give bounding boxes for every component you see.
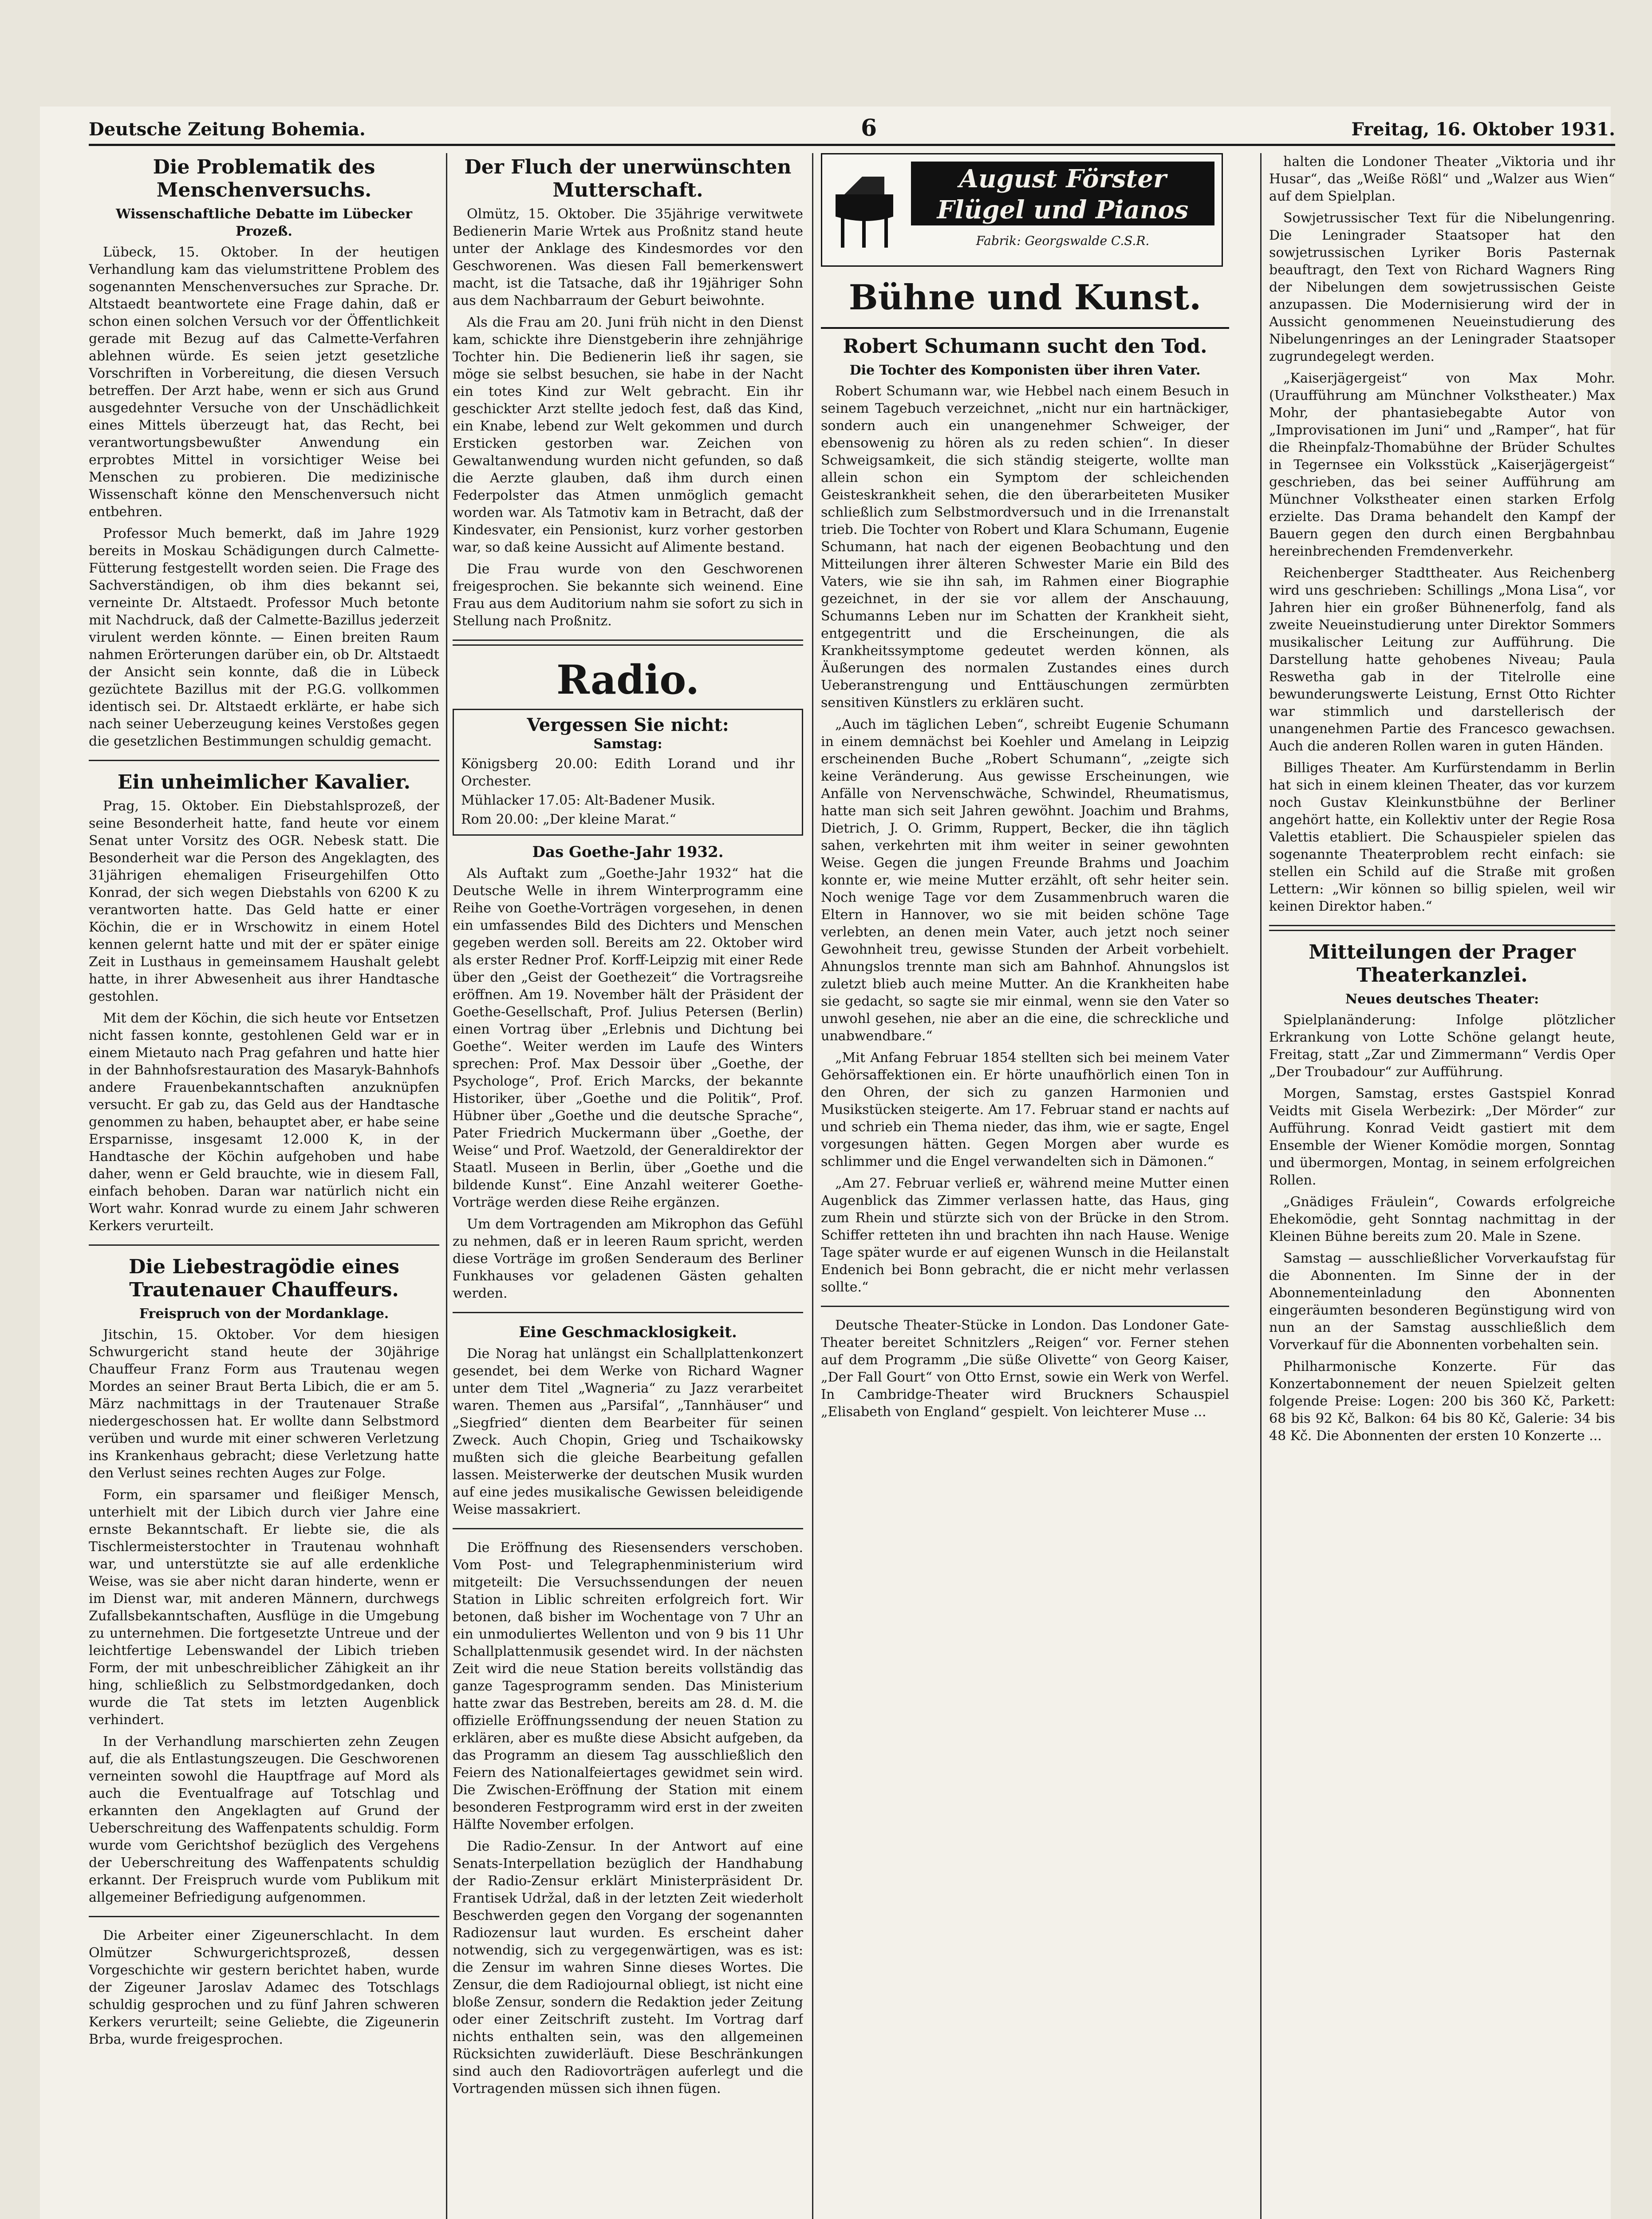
column-1: [89, 153, 439, 2219]
column-2: [453, 153, 803, 2219]
article-paragraph: „Am 27. Februar verließ er, während meine Mutter einen Augenblick das Zimmer verlassen hatte, das Haus, ging zum Rhein und stürzte sich von der Brücke in den Strom. Schiffer retteten ihn und brachten ihn nach Hause. Wenige Tage später wurde er auf eigenen Wunsch in die Heilanstalt Endenich bei Bonn gebracht, die er nicht mehr verlassen sollte.“: [821, 1176, 1229, 1295]
article-paragraph: halten die Londoner Theater „Viktoria und ihr Husar“, das „Weiße Rößl“ und „Walzer aus Wien“ auf dem Spielplan.: [1269, 154, 1615, 204]
article-title: Der Fluch der unerwünschten Mutterschaft.: [464, 156, 792, 201]
article-paragraph: Reichenberger Stadttheater. Aus Reichenberg wird uns geschrieben: Schillings „Mona Lisa“, vor Jahren hier ein großer Bühnenerfolg, fand als zweite Neueinstudierung unter Direktor Sommers musikalischer Leitung zur Aufführung. Die Darstellung hatte gehobenes Niveau; Paula Reswetha gab in der Titelrolle eine bewunderungswerte Leistung, Ernst Otto Richter war stimmlich und darstellerisch der unangenehmen Partie des Francesco gewachsen. Auch die anderen Rollen waren in guten Händen.: [1269, 565, 1615, 754]
article-title: Mitteilungen der Prager Theaterkanzlei.: [1309, 941, 1576, 987]
column-4: [1269, 153, 1615, 2219]
article-paragraph: Die Frau wurde von den Geschworenen freigesprochen. Sie bekannte sich weinend. Eine Frau aus dem Auditorium nahm sie sofort zu sich in Stellung nach Proßnitz.: [453, 561, 803, 629]
article-paragraph: Samstag — ausschließlicher Vorverkaufstag für die Abonnenten. Im Sinne der in der Abonnementeinladung den Abonnenten eingeräumten besonderen Begünstigung wird von nun an der Samstag ausschließlich dem Vorverkauf für die Abonnenten vorbehalten sein.: [1269, 1251, 1615, 1353]
article-paragraph: Die Arbeiter einer Zigeunerschlacht. In dem Olmützer Schwurgerichtsprozeß, dessen Vorgeschichte wir gestern berichtet haben, wurde der Zigeuner Jaroslav Adamec des Totschlags schuldig gesprochen und zu fünf Jahren schweren Kerkers verurteilt; seine Geliebte, die Zigeunerin Brba, wurde freigesprochen.: [89, 1928, 439, 2047]
article-paragraph: Deutsche Theater-Stücke in London. Das Londoner Gate-Theater bereitet Schnitzlers „Reigen“ vor. Ferner stehen auf dem Programm „Die süße Olivette“ von Georg Kaiser, „Der Fall Gourt“ von Otto Ernst, sowie ein Werk von Werfel. In Cambridge-Theater wird Bruckners Schauspiel „Elisabeth von England“ gespielt. Von leichterer Muse ...: [821, 1318, 1229, 1420]
article-paragraph: Olmütz, 15. Oktober. Die 35jährige verwitwete Bedienerin Marie Wrtek aus Proßnitz stand heute unter der Anklage des Kindesmordes vor den Geschworenen. Was diesen Fall bemerkenswert macht, ist die Tatsache, daß ihr 19jähriger Sohn aus dem Nachbarraum der Geburt beiwohnte.: [453, 206, 803, 308]
divider: [89, 1916, 439, 1917]
article-paragraph: Morgen, Samstag, erstes Gastspiel Konrad Veidts mit Gisela Werbezirk: „Der Mörder“ zur Aufführung. Konrad Veidt gastiert mit dem Ensemble der Wiener Komödie morgen, Sonntag und übermorgen, Montag, in seinem erfolgreichen Rollen.: [1269, 1086, 1615, 1188]
brand-tagline: Flügel und Pianos: [937, 195, 1189, 225]
article-paragraph: Professor Much bemerkt, daß im Jahre 1929 bereits in Moskau Schädigungen durch Calmette-Fütterung festgestellt worden seien. Die Frage des Sachverständigen, ob ihm dies bekannt sei, verneinte Dr. Altstaedt. Professor Much betonte mit Nachdruck, daß der Calmette-Bazillus jederzeit virulent werden könnte. — Einen breiten Raum nahmen Erörterungen darüber ein, ob Dr. Altstaedt der Ansicht sein konnte, daß die in Lübeck gezüchtete Bazillus mit der P.G.G. vollkommen identisch sei. Dr. Altstaedt erklärte, er habe sich nach seiner Ueberzeugung keines Verstoßes gegen die gesetzlichen Bestimmungen schuldig gemacht.: [89, 526, 439, 749]
page-header: [89, 115, 1615, 146]
article-paragraph: Prag, 15. Oktober. Ein Diebstahlsprozeß, der seine Besonderheit hatte, fand heute vor einem Senat unter Vorsitz des OGR. Nebesk statt. Die Besonderheit war die Person des Angeklagten, des 31jährigen ehemaligen Friseurgehilfen Otto Konrad, der sich wegen Diebstahls von 6200 K zu verantworten hatte. Das Geld hatte er einer Köchin, die er in Wrschowitz in einem Hotel kennen gelernt hatte und mit der er später einige Zeit in Lusthaus in gemeinsamem Haushalt gelebt hatte, in ihrer Abwesenheit aus ihrer Handtasche gestohlen.: [89, 798, 439, 1004]
header-rule: [89, 144, 1615, 146]
article-paragraph: Philharmonische Konzerte. Für das Konzertabonnement der neuen Spielzeit gelten folgende Preise: Logen: 200 bis 360 Kč, Parkett: 68 bis 92 Kč, Balkon: 64 bis 80 Kč, Galerie: 34 bis 48 Kč. Die Abonnenten der ersten 10 Konzerte ...: [1269, 1359, 1615, 1444]
article-paragraph: Sowjetrussischer Text für die Nibelungenring. Die Leningrader Staatsoper hat den sowjetrussischen Lyriker Boris Pasternak beauftragt, den Text von Richard Wagners Ring der Nibelungen dem sowjetrussischen Geiste anzupassen. Die Modernisierung wird der in Aussicht genommenen Neueinstudierung des Nibelungenringes an der Leningrader Staatsoper zugrundegelegt werden.: [1269, 210, 1615, 364]
article-paragraph: In der Verhandlung marschierten zehn Zeugen auf, die als Entlastungszeugen. Die Geschworenen verneinten sowohl die Hauptfrage auf Mord als auch die Eventualfrage auf Totschlag und erkannten den Angeklagten auf Grund der Ueberschreitung des Waffenpatents schuldig. Form wurde vom Gerichtshof bezüglich des Vergehens der Ueberschreitung des Waffenpatents schuldig erkannt. Der Freispruch wurde vom Publikum mit allgemeiner Befriedigung aufgenommen.: [89, 1734, 439, 1905]
article-title: Das Goethe-Jahr 1932.: [532, 843, 724, 861]
divider: [453, 1312, 803, 1313]
issue-date: Freitag, 16. Oktober 1931.: [1351, 119, 1615, 140]
article-paragraph: Die Norag hat unlängst ein Schallplattenkonzert gesendet, bei dem Werke von Richard Wagner unter dem Titel „Wagneria“ zu Jazz verarbeitet waren. Themen aus „Parsifal“, „Tannhäuser“ und „Siegfried“ dienten dem Bearbeiter für seinen Zweck. Auch Chopin, Grieg und Tschaikowsky mußten sich die gleiche Bearbeitung gefallen lassen. Meisterwerke der deutschen Musik wurden auf eine jedes musikalische Gewissen beleidigende Weise massakriert.: [453, 1346, 803, 1517]
article-paragraph: Robert Schumann war, wie Hebbel nach einem Besuch in seinem Tagebuch verzeichnet, „nicht nur ein hartnäckiger, sondern auch ein unangenehmer Schweiger, der ebensowenig zu hören als zu reden schien“. In dieser Schweigsamkeit, die sich ständig steigerte, wollte man allein schon ein Symptom der schleichenden Geisteskrankheit sehen, die den überarbeiteten Musiker schließlich zum Selbstmordversuch und in die Irrenanstalt trieb. Die Tochter von Robert und Klara Schumann, Eugenie Schumann, hat nach der eigenen Beobachtung und den Mitteilungen ihrer älteren Schwester Marie ein Bild des Vaters, wie sie ihn sah, im Rahmen einer Biographie gezeichnet, in der sie vor allem der Anschauung, Schumanns Leben nur im Schatten der Krankheit sieht, entgegentritt und die Erscheinungen, die als Krankheitssymptome gedeutet werden können, als Äußerungen des normalen Zustandes eines durch Ueberanstrengung und Enttäuschungen zermürbten sensitiven Künstlers zu erklären sucht.: [821, 383, 1229, 711]
column-rule: [812, 153, 813, 2219]
advertisement-brand: [911, 162, 1214, 225]
article-paragraph: Form, ein sparsamer und fleißiger Mensch, unterhielt mit der Libich durch vier Jahre eine ernste Bekanntschaft. Er liebte sie, die als Tischlermeisterstochter in Trautenau wohnhaft war, und unterstützte sie auf alle erdenkliche Weise, was sie aber nicht daran hinderte, wenn er im Dienst war, mit anderen Männern, durchwegs Zufallsbekanntschaften, Ausflüge in die Umgebung zu unternehmen. Die fortgesetzte Untreue und der leichtfertige Lebenswandel der Libich trieben Form, der mit unbeschreiblicher Zähigkeit an ihr hing, schließlich zu Selbstmordgedanken, doch wurde die Tat stets im letzten Augenblick verhindert.: [89, 1487, 439, 1728]
column-rule: [1260, 153, 1262, 2219]
radio-listing: Mühlacker 17.05: Alt-Badener Musik.: [461, 793, 716, 808]
article-paragraph: Spielplanänderung: Infolge plötzlicher Erkrankung von Lotte Schöne gelangt heute, Freitag, statt „Zar und Zimmermann“ Verdis Oper „Der Troubadour“ zur Aufführung.: [1269, 1012, 1615, 1080]
box-title: Vergessen Sie nicht:: [527, 715, 729, 735]
article-paragraph: Jitschin, 15. Oktober. Vor dem hiesigen Schwurgericht stand heute der 30jährige Chauffeur Franz Form aus Trautenau wegen Mordes an seiner Braut Berta Libich, die er am 5. März nachmittags in der Trautenauer Straße niedergeschossen hat. Er wollte dann Selbstmord verüben und wurde mit einer schweren Verletzung ins Krankenhaus gebracht; diese Verletzung hatte den Verlust seines rechten Auges zur Folge.: [89, 1327, 439, 1481]
article-paragraph: Lübeck, 15. Oktober. In der heutigen Verhandlung kam das vielumstrittene Problem des sogenannten Menschenversuches zur Sprache. Dr. Altstaedt beantwortete eine Frage dahin, daß er schon einen solchen Versuch vor der Öffentlichkeit gerade mit Bezug auf das Calmette-Verfahren ablehnen würde. Es seien jetzt gesetzliche Vorschriften in Vorbereitung, die diesen Versuch betreffen. Der Arzt habe, wenn er sich aus Grund ausgedehnter Versuche von der Unschädlichkeit eines Mittels überzeugt hat, das Recht, bei verantwortungsbewußter Anwendung ein erprobtes Mittel in vorsichtiger Weise bei Menschen zu probieren. Die medizinische Wissenschaft könne den Menschenversuch nicht entbehren.: [89, 245, 439, 520]
article-paragraph: Um dem Vortragenden am Mikrophon das Gefühl zu nehmen, daß er in leeren Raum spricht, werden diese Vorträge im großen Senderaum des Berliner Funkhauses vor geladenen Gästen gehalten werden.: [453, 1216, 803, 1301]
article-paragraph: Mit dem der Köchin, die sich heute vor Entsetzen nicht fassen konnte, gestohlenen Geld war er in einem Mietauto nach Prag gefahren und hatte hier in der Bahnhofsrestauration des Masaryk-Bahnhofs andere Frauenbekanntschaften anzuknüpfen versucht. Er gab zu, das Geld aus der Handtasche genommen zu haben, behauptet aber, er habe seine Ersparnisse, insgesamt 12.000 K, in der Handtasche der Köchin aufgehoben und habe daher, wenn er Geld brauchte, wie in diesem Fall, einfach behoben. Daran war natürlich nicht ein Wort wahr. Konrad wurde zu einem Jahr schweren Kerkers verurteilt.: [89, 1011, 439, 1234]
article-title: Ein unheimlicher Kavalier.: [117, 771, 411, 794]
piano-advertisement: [821, 153, 1223, 267]
column-rule: [446, 153, 447, 2219]
article-title: Die Liebestragödie eines Trautenauer Chauffeurs.: [129, 1256, 399, 1301]
article-paragraph: „Kaiserjägergeist“ von Max Mohr. (Uraufführung am Münchner Volkstheater.) Max Mohr, der phantasiebegabte Autor von „Improvisationen im Juni“ und „Ramper“, hat für die Rheinpfalz-Thomabühne der Brüder Schultes in Tegernsee ein Volksstück „Kaiserjägergeist“ geschrieben, das bei seiner Aufführung am Münchner Volkstheater einen starken Erfolg erzielte. Das Drama behandelt den Kampf der Bauern gegen den durch einen Bergbahnbau hereinbrechenden Fremdenverkehr.: [1269, 371, 1615, 559]
divider: [89, 1244, 439, 1246]
masthead-left: Deutsche Zeitung Bohemia.: [89, 119, 366, 140]
article-paragraph: Die Eröffnung des Riesensenders verschoben. Vom Post- und Telegraphenministerium wird mitgeteilt: Die Versuchssendungen der neuen Station in Liblic schreiten erfolgreich fort. Wir betonen, daß bisher im Wochentage von 7 Uhr an ein unmoduliertes Wellenton und von 9 bis 11 Uhr Schallplattenmusik gesendet wird. In der nächsten Zeit wird die neue Station bereits vollständig das ganze Tagesprogramm senden. Das Ministerium hatte zwar das Bestreben, bereits am 28. d. M. die offizielle Eröffnungssendung der neuen Station zu erklären, aber es mußte diese Absicht aufgeben, da das Programm an diesem Tag ausschließlich den Feiern des Nationalfeiertages gewidmet sein wird. Die Zwischen-Eröffnung der Station mit einem besonderen Festprogramm wird erst in der zweiten Hälfte November erfolgen.: [453, 1540, 803, 1832]
article-subtitle: Neues deutsches Theater:: [1345, 991, 1539, 1007]
brand-name: August Förster: [959, 164, 1167, 193]
divider: [821, 1306, 1229, 1307]
radio-listing: Königsberg 20.00: Edith Lorand und ihr Orchester.: [461, 756, 795, 789]
article-paragraph: Die Radio-Zensur. In der Antwort auf eine Senats-Interpellation bezüglich der Handhabung der Radio-Zensur erklärt Ministerpräsident Dr. Frantisek Udržal, daß in der letzten Zeit wiederholt Beschwerden gegen den Vorgang der sogenannten Radiozensur laut wurden. Es erscheint daher notwendig, sich zu vergegenwärtigen, was es ist: die Zensur im wahren Sinne dieses Wortes. Die Zensur, die dem Radiojournal obliegt, ist nicht eine bloße Zensur, sondern die Redaktion jeder Zeitung oder einer Zeitschrift zusteht. Im Vortrag darf nichts enthalten sein, was den allgemeinen Rücksichten zuwiderläuft. Diese Beschränkungen sind auch den Radiovorträgen auferlegt und die Vortragenden müssen sich ihnen fügen.: [453, 1839, 803, 2097]
article-paragraph: Billiges Theater. Am Kurfürstendamm in Berlin hat sich in einem kleinen Theater, das vor kurzem noch Gustav Kleinkunstbühne der Berliner angehört hatte, ein Kollektiv unter der Regie Rosa Valettis etabliert. Die Schauspieler spielen das sogenannte Theaterproblem recht einfach: sie stellen ein Schild auf die Straße mit großen Lettern: „Wir können so billig spielen, weil wir keinen Direktor haben.“: [1269, 760, 1615, 914]
radio-listing: Rom 20.00: „Der kleine Marat.“: [461, 812, 676, 827]
divider: [1269, 925, 1615, 931]
brand-address: Fabrik: Georgswalde C.S.R.: [976, 233, 1150, 248]
article-paragraph: „Mit Anfang Februar 1854 stellten sich bei meinem Vater Gehörsaffektionen ein. Er hörte unaufhörlich einen Ton in den Ohren, der sich zu ganzen Harmonien und Musikstücken steigerte. Am 17. Februar stand er nachts auf und schrieb ein Thema nieder, das ihm, wie er sagte, Engel vorgesungen hätten. Gegen Morgen aber wurde es schlimmer und die Engel verwandelten sich in Dämonen.“: [821, 1050, 1229, 1169]
article-paragraph: „Auch im täglichen Leben“, schreibt Eugenie Schumann in einem demnächst bei Koehler und Amelang in Leipzig erscheinenden Buche „Robert Schumann“, „zeigte sich keine Veränderung. Aus gewisse Erscheinungen, wie Anfälle von Nervenschwäche, Schwindel, Rheumatismus, hatte man sich seit Jahren gewöhnt. Joachim und Brahms, Dietrich, J. O. Grimm, Ruppert, Becker, die ihn täglich sahen, verkehrten mit ihm weiter in seiner gewohnten Weise. Gegen die jungen Freunde Brahms und Joachim konnte er, wie meine Mutter erzählt, oft sehr heiter sein. Noch wenige Tage vor dem Zusammenbruch waren die Eltern in Hannover, wo sie mit beiden schöne Tage verlebten, an denen mein Vater, auch jetzt noch seiner Gewohnheit treu, gewisse Stunden der Arbeit vorbehielt. Ahnungslos trennte man sich am Bahnhof. Ahnungslos ist zuletzt blieb auch meine Mutter. An die Krankheiten habe sie gedacht, so sagte sie mir einmal, wenn sie den Vater so unwohl gesehen, nie aber an die eine, die schreckliche und unabwendbare.“: [821, 717, 1229, 1044]
radio-highlights-box: [453, 709, 803, 836]
article-paragraph: „Gnädiges Fräulein“, Cowards erfolgreiche Ehekomödie, geht Sonntag nachmittag in der Kleinen Bühne bereits zum 20. Male in Szene.: [1269, 1194, 1615, 1244]
page-number: 6: [861, 115, 877, 142]
divider: [89, 760, 439, 761]
column-3: [821, 153, 1229, 2219]
box-subtitle: Samstag:: [593, 736, 662, 752]
article-title: Eine Geschmacklosigkeit.: [519, 1323, 737, 1341]
divider: [453, 1528, 803, 1529]
divider: [821, 327, 1229, 329]
article-title: Robert Schumann sucht den Tod.: [843, 335, 1207, 358]
article-paragraph: Als die Frau am 20. Juni früh nicht in den Dienst kam, schickte ihre Dienstgeberin ihre zehnjährige Tochter hin. Die Bedienerin ließ ihr sagen, sie möge sie selbst besuchen, sie habe in der Nacht ein totes Kind zur Welt gebracht. Ein ihr geschickter Arzt stellte jedoch fest, daß das Kind, ein Knabe, lebend zur Welt gekommen und durch Ersticken gestorben war. Zeichen von Gewaltanwendung wurden nicht gefunden, so daß die Aerzte glauben, daß ihm durch einen Federpolster das Atmen unmöglich gemacht worden war. Als Tatmotiv kam in Betracht, daß der Kindesvater, ein Pensionist, kurz vorher gestorben war, so daß keine Aussicht auf Alimente bestand.: [453, 315, 803, 555]
grand-piano-icon: [831, 168, 898, 257]
article-subtitle: Wissenschaftliche Debatte im Lübecker Prozeß.: [115, 206, 413, 239]
article-paragraph: Als Auftakt zum „Goethe-Jahr 1932“ hat die Deutsche Welle in ihrem Winterprogramm eine Reihe von Goethe-Vorträgen vorgesehen, in denen ein umfassendes Bild des Dichters und Menschen gegeben werden soll. Bereits am 22. Oktober wird als erster Redner Prof. Korff-Leipzig mit einer Rede über den „Geist der Goethezeit“ die Vortragsreihe eröffnen. Am 19. November hält der Präsident der Goethe-Gesellschaft, Prof. Julius Petersen (Berlin) einen Vortrag über „Erlebnis und Dichtung bei Goethe“. Weiter werden im Laufe des Winters sprechen: Prof. Max Dessoir über „Goethe, der Psychologe“, Prof. Erich Marcks, der bekannte Historiker, über „Goethe und die Politik“, Prof. Hübner über „Goethe und die deutsche Sprache“, Pater Friedrich Muckermann über „Goethe, der Weise“ und Prof. Waetzold, der Generaldirektor der Staatl. Museen in Berlin, über „Goethe und die bildende Kunst“. Eine Anzahl weiterer Goethe-Vorträge werden diese Reihe ergänzen.: [453, 866, 803, 1210]
newspaper-page: [40, 107, 1615, 2219]
article-subtitle: Die Tochter des Komponisten über ihren Vater.: [849, 363, 1201, 378]
article-subtitle: Freispruch von der Mordanklage.: [139, 1306, 389, 1322]
section-title-radio: Radio.: [556, 656, 700, 703]
article-title: Die Problematik des Menschenversuchs.: [153, 156, 375, 201]
section-title-buehne: Bühne und Kunst.: [848, 277, 1202, 318]
divider: [453, 640, 803, 646]
